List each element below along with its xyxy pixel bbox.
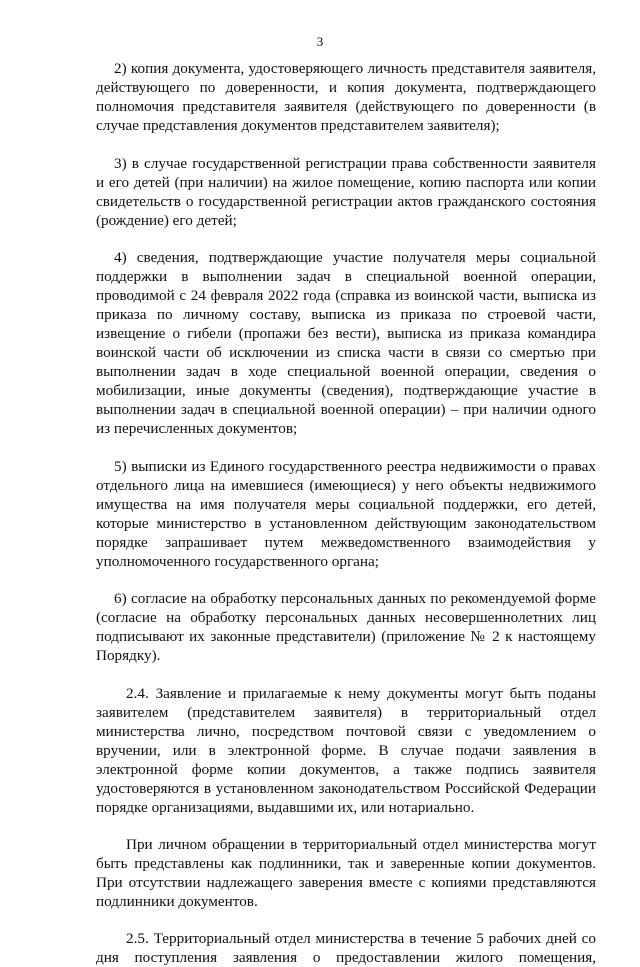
paragraph-personal-visit: При личном обращении в территориальный отдел министерства могут быть представлены как подлинники, так и заверенные копии документов. При отсутствии надлежащего заверения вместе с копиями представляются подлинники документов. [96, 836, 596, 910]
list-item-5-real-estate-registry: 5) выписки из Единого государственного реестра недвижимости о правах отдельного лица на имевшиеся (имеющиеся) у него объекты недвижимого имущества на имя получателя меры социальной поддержки, его детей, которые министерство в установленном действующим законодательством порядке запрашивает путем межведомственного взаимодействия у уполномоченного государственного органа; [96, 458, 596, 570]
document-body [96, 59, 596, 967]
page-number: 3 [316, 34, 324, 49]
list-item-3-ownership-documents: 3) в случае государственной регистрации права собственности заявителя и его детей (при наличии) на жилое помещение, копию паспорта или копии свидетельств о государственной регистрации актов гражданского состояния (рождение) его детей; [96, 155, 596, 229]
list-item-6-personal-data-consent: 6) согласие на обработку персональных данных по рекомендуемой форме (согласие на обработку персональных данных несовершеннолетних лиц подписывают их законные представители) (приложение № 2 к настоящему Порядку). [96, 590, 596, 664]
list-item-2-identity-copy: 2) копия документа, удостоверяющего личность представителя заявителя, действующего по доверенности, и копия документа, подтверждающего полномочия представителя заявителя (действующего по доверенности (в случае представления документов представителем заявителя); [96, 60, 596, 134]
section-2-5-review: 2.5. Территориальный отдел министерства в течение 5 рабочих дней со дня поступления заявления о предоставлении жилого помещения, [96, 930, 596, 966]
list-item-4-military-participation: 4) сведения, подтверждающие участие получателя меры социальной поддержки в выполнении задач в специальной военной операции, проводимой с 24 февраля 2022 года (справка из воинской части, выписка из приказа по личному составу, выписка из приказа по строевой части, извещение о гибели (пропажи без вести), выписка из приказа командира воинской части об исключении из списка части в связи со смертью при выполнении задач в ходе специальной военной операции, сведения о мобилизации, иные документы (сведения), подтверждающие участие в выполнении задач в специальной военной операции) – при наличии одного из перечисленных документов; [96, 249, 596, 437]
section-2-4-submission: 2.4. Заявление и прилагаемые к нему документы могут быть поданы заявителем (представителем заявителя) в территориальный отдел министерства лично, посредством почтовой связи с уведомлением о вручении, или в электронной форме. В случае подачи заявления в электронной форме копии документов, а также подпись заявителя удостоверяются в установленном законодательством Российской Федерации порядке организациями, выдавшими их, или нотариально. [96, 685, 596, 816]
